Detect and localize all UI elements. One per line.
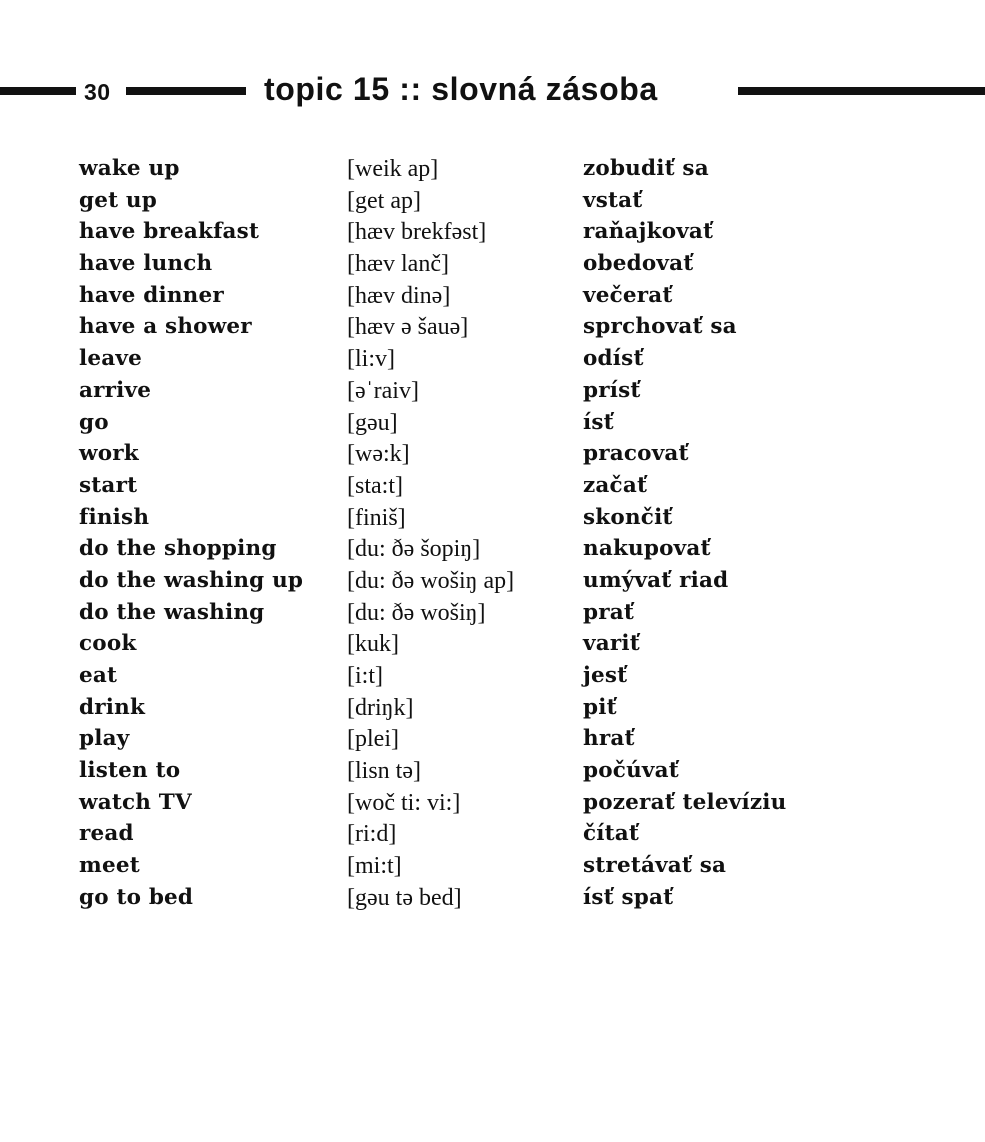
vocab-row	[79, 723, 959, 755]
vocab-row	[79, 818, 959, 850]
vocab-translation: hrať	[583, 726, 635, 752]
vocab-pronunciation: [du: ðə wošiŋ ap]	[347, 567, 515, 594]
page-title: topic 15 :: slovná zásoba	[264, 71, 658, 107]
vocab-row	[79, 787, 959, 819]
vocab-translation: prísť	[583, 377, 641, 403]
vocab-pronunciation: [du: ðə wošiŋ]	[347, 599, 486, 626]
vocab-row	[79, 882, 959, 914]
vocab-word: finish	[79, 504, 150, 530]
vocab-translation: ísť spať	[583, 884, 674, 910]
vocab-translation: pracovať	[583, 441, 689, 467]
vocab-word: meet	[79, 853, 140, 879]
vocab-translation: ísť	[583, 409, 614, 435]
vocab-word: start	[79, 472, 138, 498]
vocab-pronunciation: [gəu tə bed]	[347, 884, 462, 911]
vocab-word: go to bed	[79, 884, 194, 910]
vocab-translation: nakupovať	[583, 536, 711, 562]
vocab-word: work	[79, 441, 139, 467]
vocab-row	[79, 597, 959, 629]
vocab-translation: pozerať televíziu	[583, 789, 787, 815]
vocab-row	[79, 375, 959, 407]
vocab-row	[79, 850, 959, 882]
vocab-word: have a shower	[79, 314, 252, 340]
vocab-translation: stretávať sa	[583, 853, 727, 879]
vocab-row	[79, 660, 959, 692]
header-rule-middle	[126, 87, 246, 95]
vocab-pronunciation: [kuk]	[347, 631, 399, 658]
vocab-pronunciation: [weik ap]	[347, 156, 439, 182]
vocab-word: read	[79, 821, 134, 847]
vocab-word: get up	[79, 187, 157, 213]
vocab-row	[79, 470, 959, 502]
vocab-row	[79, 153, 959, 185]
vocab-translation: umývať riad	[583, 567, 729, 593]
vocab-translation: čítať	[583, 821, 640, 847]
page-header	[0, 70, 985, 114]
vocab-row	[79, 692, 959, 724]
vocab-row	[79, 280, 959, 312]
vocab-pronunciation: [hæv dinə]	[347, 282, 451, 309]
vocab-word: have breakfast	[79, 219, 260, 245]
header-rule-right	[738, 87, 985, 95]
vocab-row	[79, 311, 959, 343]
vocab-translation: počúvať	[583, 758, 679, 784]
vocab-word: play	[79, 726, 130, 752]
vocab-row	[79, 533, 959, 565]
vocab-translation: prať	[583, 599, 635, 625]
vocab-word: go	[79, 409, 109, 435]
vocab-row	[79, 248, 959, 280]
vocab-word: eat	[79, 663, 118, 688]
vocab-row	[79, 216, 959, 248]
vocab-pronunciation: [wə:k]	[347, 441, 410, 468]
vocab-translation: zobudiť sa	[583, 156, 709, 181]
vocab-translation: raňajkovať	[583, 219, 714, 245]
vocab-row	[79, 565, 959, 597]
vocab-word: have dinner	[79, 282, 224, 308]
vocab-row	[79, 343, 959, 375]
vocab-translation: jesť	[583, 663, 628, 688]
page-number: 30	[84, 79, 111, 105]
vocab-pronunciation: [li:v]	[347, 346, 395, 373]
vocab-word: drink	[79, 694, 146, 720]
vocab-pronunciation: [plei]	[347, 726, 399, 753]
vocab-translation: začať	[583, 472, 648, 498]
vocab-pronunciation: [hæv lanč]	[347, 251, 449, 278]
vocab-pronunciation: [mi:t]	[347, 853, 402, 880]
vocab-translation: variť	[583, 631, 640, 657]
vocab-translation: obedovať	[583, 251, 694, 277]
vocab-pronunciation: [i:t]	[347, 663, 383, 689]
vocab-word: watch TV	[79, 789, 192, 815]
vocab-translation: skončiť	[583, 504, 673, 530]
header-rule-left	[0, 87, 76, 95]
vocab-translation: piť	[583, 694, 617, 720]
vocab-pronunciation: [lisn tə]	[347, 758, 421, 785]
vocab-pronunciation: [get ap]	[347, 187, 421, 214]
vocab-row	[79, 628, 959, 660]
vocab-word: arrive	[79, 377, 152, 403]
vocab-row	[79, 407, 959, 439]
vocab-word: do the shopping	[79, 536, 277, 562]
vocab-pronunciation: [ri:d]	[347, 821, 397, 848]
vocab-row	[79, 438, 959, 470]
vocab-translation: vstať	[583, 187, 643, 213]
vocab-word: do the washing	[79, 599, 265, 625]
vocab-pronunciation: [finiš]	[347, 504, 406, 531]
vocab-pronunciation: [əˈraiv]	[347, 377, 419, 404]
vocab-word: listen to	[79, 758, 181, 784]
vocab-pronunciation: [hæv brekfəst]	[347, 219, 487, 246]
vocab-translation: sprchovať sa	[583, 314, 737, 340]
vocab-pronunciation: [woč ti: vi:]	[347, 789, 461, 816]
vocab-word: have lunch	[79, 251, 213, 277]
vocab-row	[79, 755, 959, 787]
vocab-word: cook	[79, 631, 137, 657]
vocab-word: wake up	[79, 156, 180, 181]
vocab-pronunciation: [sta:t]	[347, 472, 403, 499]
vocab-pronunciation: [gəu]	[347, 409, 398, 436]
vocab-pronunciation: [du: ðə šopiŋ]	[347, 536, 481, 563]
vocabulary-list	[79, 153, 959, 914]
vocab-row	[79, 185, 959, 217]
vocab-word: do the washing up	[79, 567, 304, 593]
vocab-word: leave	[79, 346, 142, 372]
vocab-pronunciation: [hæv ə šauə]	[347, 314, 469, 341]
vocab-row	[79, 502, 959, 534]
vocab-translation: odísť	[583, 346, 644, 372]
vocab-translation: večerať	[583, 282, 673, 308]
vocab-pronunciation: [driŋk]	[347, 694, 414, 721]
